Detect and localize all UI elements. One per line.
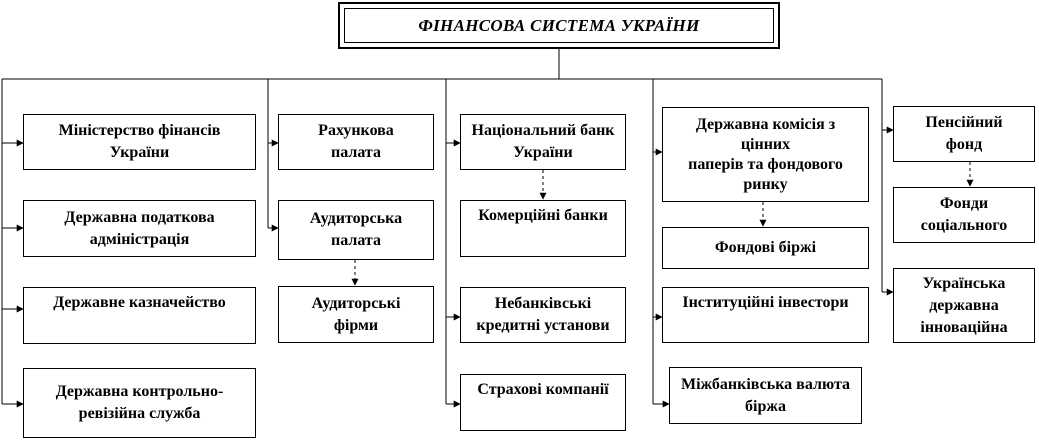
box-securities-commission: Державна комісія з цінних паперів та фондового ринку [662,107,869,202]
box-commercial-banks: Комерційні банки [460,200,626,257]
box-institutional-investors: Інституційні інвестори [662,287,869,343]
box-pension-fund: Пенсійний фонд [893,106,1035,162]
box-state-treasury: Державне казначейство [23,287,256,344]
box-national-bank: Національний банк України [460,114,626,170]
box-ministry-of-finance: Міністерство фінансів України [23,114,256,170]
box-control-audit-service: Державна контрольно- ревізійна служба [23,368,256,438]
title-text: ФІНАНСОВА СИСТЕМА УКРАЇНИ [344,8,774,43]
box-nonbank-credit-institutions: Небанківські кредитні установи [460,287,626,343]
title-box [338,2,780,49]
box-insurance-companies: Страхові компанії [460,374,626,431]
box-audit-firms: Аудиторські фірми [278,286,434,343]
box-stock-exchanges: Фондові біржі [662,227,869,269]
box-audit-chamber: Аудиторська палата [278,200,434,260]
box-social-funds: Фонди соціального [893,187,1035,243]
box-tax-administration: Державна податкова адміністрація [23,200,256,257]
box-interbank-currency-exchange: Міжбанківська валюта біржа [669,367,862,424]
box-accounting-chamber: Рахункова палата [278,114,434,170]
box-innovation-company: Українська державна інноваційна [893,268,1035,343]
